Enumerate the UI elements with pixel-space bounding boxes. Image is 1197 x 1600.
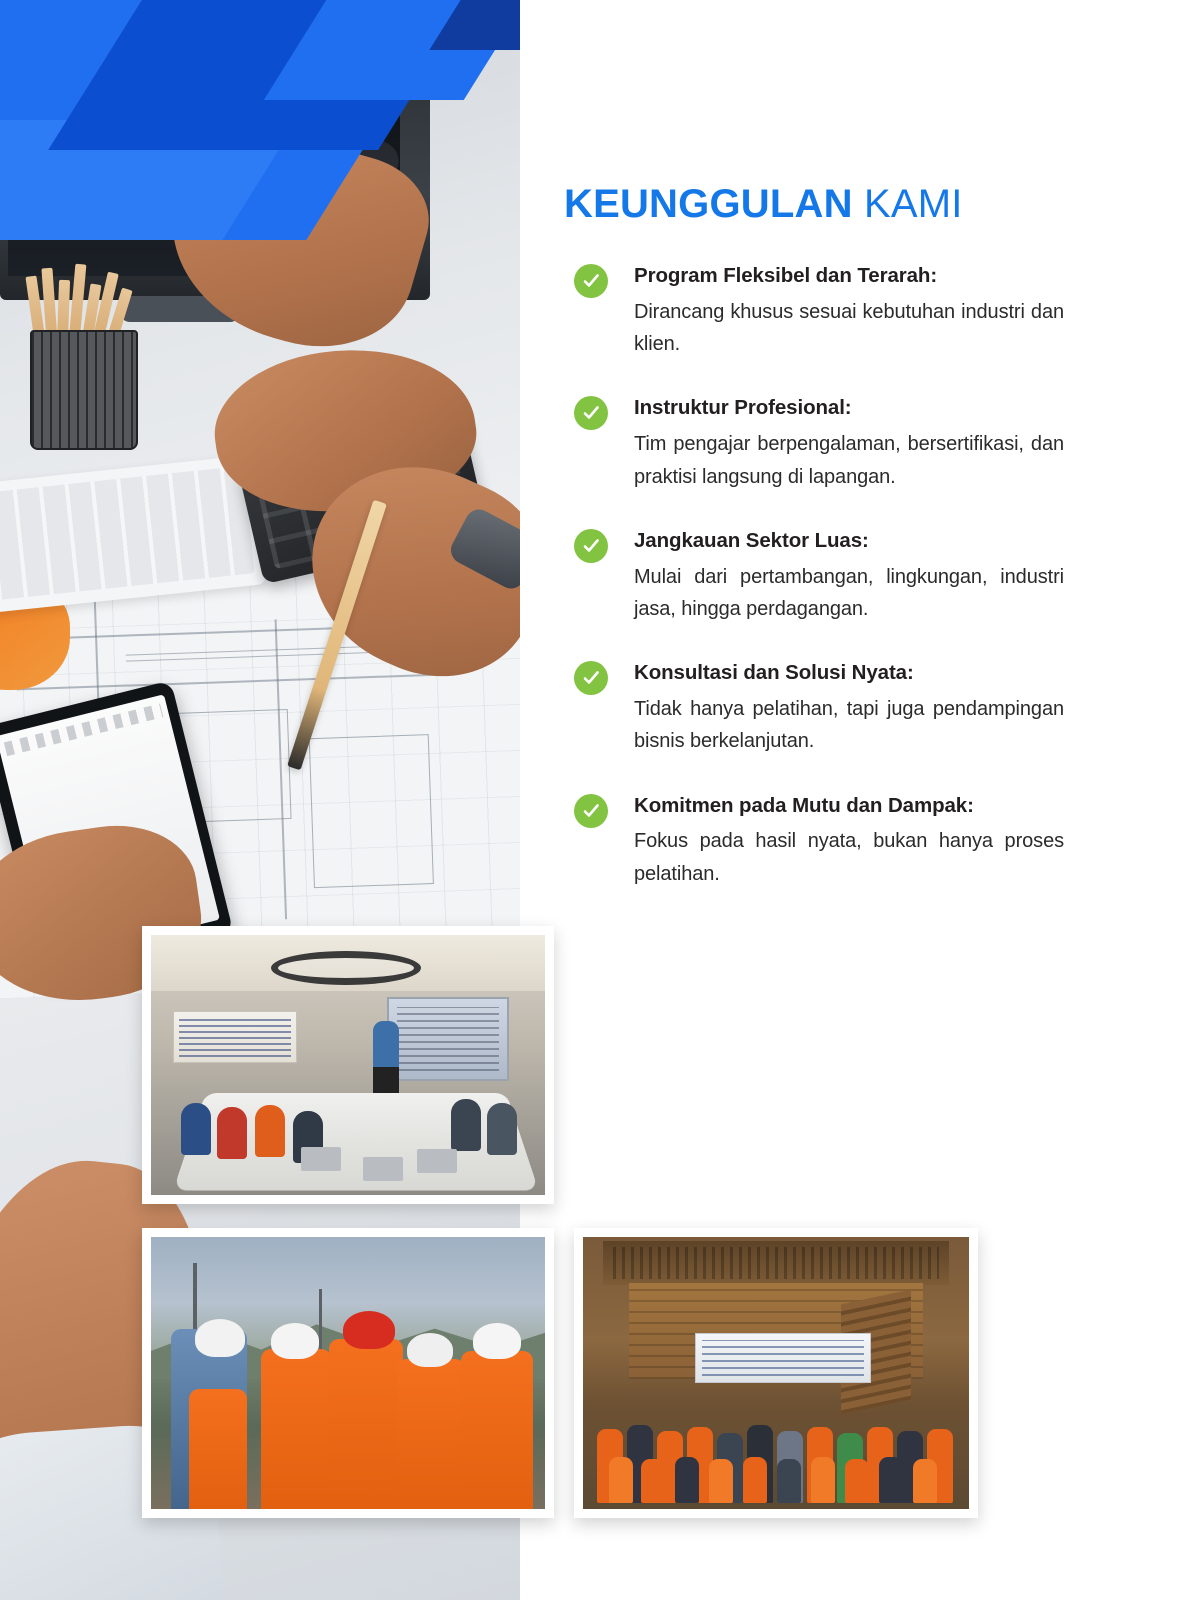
check-circle-icon xyxy=(574,529,608,563)
list-item-desc: Tim pengajar berpengalaman, bersertifikasi, dan praktisi langsung di lapangan. xyxy=(634,433,1064,488)
photo-field-workers xyxy=(142,1228,554,1518)
list-item xyxy=(564,527,1064,625)
list-item-title: Instruktur Profesional: xyxy=(634,396,852,420)
photo-group-wooden-building xyxy=(574,1228,978,1518)
photo-meeting-room xyxy=(142,926,554,1204)
page-title-bold: KEUNGGULAN xyxy=(564,182,853,226)
check-circle-icon xyxy=(574,794,608,828)
list-item-desc: Tidak hanya pelatihan, tapi juga pendampingan bisnis berkelanjutan. xyxy=(634,698,1064,753)
check-circle-icon xyxy=(574,661,608,695)
list-item xyxy=(564,659,1064,757)
list-item-desc: Fokus pada hasil nyata, bukan hanya proses pelatihan. xyxy=(634,830,1064,885)
check-circle-icon xyxy=(574,396,608,430)
pencil-holder xyxy=(30,330,138,450)
list-item-title: Jangkauan Sektor Luas: xyxy=(634,528,869,552)
page-title-light: KAMI xyxy=(864,182,963,226)
list-item xyxy=(564,792,1064,890)
list-item-title: Konsultasi dan Solusi Nyata: xyxy=(634,661,914,685)
page-title xyxy=(564,182,963,227)
list-item xyxy=(564,262,1064,360)
list-item-desc: Mulai dari pertambangan, lingkungan, industri jasa, hingga perdagangan. xyxy=(634,565,1064,620)
list-item-desc: Dirancang khusus sesuai kebutuhan industri dan klien. xyxy=(634,300,1064,356)
advantages-list xyxy=(564,262,1064,924)
check-circle-icon xyxy=(574,264,608,298)
list-item-title: Komitmen pada Mutu dan Dampak: xyxy=(634,793,974,817)
list-item-title: Program Fleksibel dan Terarah: xyxy=(634,264,938,287)
list-item xyxy=(564,394,1064,492)
